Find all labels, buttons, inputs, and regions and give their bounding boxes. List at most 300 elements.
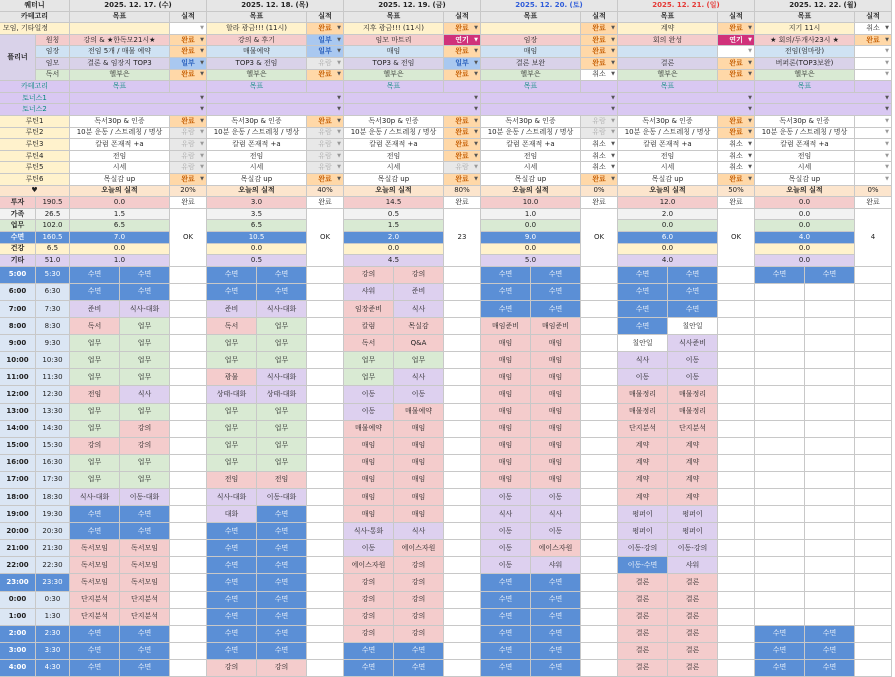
weather1-cell[interactable] xyxy=(755,93,892,105)
schedule-cell[interactable]: 수면 xyxy=(668,267,718,284)
dropdown-arrow-icon[interactable]: ▼ xyxy=(885,164,889,171)
schedule-cell[interactable]: 수면 xyxy=(207,267,257,284)
schedule-cell[interactable]: 샤워 xyxy=(531,557,581,574)
schedule-cell[interactable]: 수면 xyxy=(531,660,581,677)
result-chip[interactable]: 완료 ▼ xyxy=(170,35,207,47)
dropdown-arrow-icon[interactable]: ▼ xyxy=(611,106,615,113)
routine-chip[interactable]: 완료 ▼ xyxy=(444,116,481,128)
schedule-cell[interactable]: 업무 xyxy=(207,438,257,455)
goal-cell[interactable]: 헬부은 xyxy=(70,70,170,82)
dropdown-arrow-icon[interactable]: ▼ xyxy=(885,117,889,124)
schedule-cell[interactable]: 수면 xyxy=(257,643,307,660)
goal-cell[interactable]: 헬부은 xyxy=(618,70,718,82)
routine-chip[interactable]: 완료 ▼ xyxy=(307,116,344,128)
schedule-cell[interactable]: 수면 xyxy=(531,626,581,643)
schedule-cell[interactable]: 임장준비 xyxy=(344,301,394,318)
schedule-cell[interactable]: 수면 xyxy=(805,626,855,643)
schedule-cell[interactable]: 단지분석 xyxy=(70,592,120,609)
dropdown-arrow-icon[interactable]: ▼ xyxy=(748,94,752,101)
schedule-cell[interactable]: 수면 xyxy=(257,609,307,626)
schedule-cell[interactable]: 수면 xyxy=(120,626,170,643)
dropdown-arrow-icon[interactable]: ▼ xyxy=(885,152,889,159)
dropdown-arrow-icon[interactable]: ▼ xyxy=(337,140,341,147)
schedule-cell[interactable]: 수면 xyxy=(257,626,307,643)
schedule-cell[interactable]: 매임 xyxy=(481,335,531,352)
result-chip[interactable]: 연기 ▼ xyxy=(444,35,481,47)
schedule-cell[interactable]: 결론 xyxy=(618,660,668,677)
schedule-cell[interactable]: 결론 xyxy=(668,574,718,591)
weather1-cell[interactable] xyxy=(207,93,344,105)
schedule-cell[interactable]: 매임 xyxy=(481,352,531,369)
goal-cell[interactable]: 강의 & ★한독모21시★ xyxy=(70,35,170,47)
routine-chip[interactable]: 완료 ▼ xyxy=(444,174,481,186)
schedule-cell[interactable]: 수면 xyxy=(344,643,394,660)
dropdown-arrow-icon[interactable]: ▼ xyxy=(337,36,341,43)
result-chip[interactable] xyxy=(855,70,892,82)
schedule-cell[interactable]: 계약 xyxy=(668,455,718,472)
schedule-cell[interactable]: 준비 xyxy=(207,301,257,318)
schedule-cell[interactable]: 매임 xyxy=(394,421,444,438)
schedule-cell[interactable] xyxy=(755,455,805,472)
dropdown-arrow-icon[interactable]: ▼ xyxy=(474,48,478,55)
schedule-cell[interactable] xyxy=(805,574,855,591)
schedule-cell[interactable]: 대화 xyxy=(207,506,257,523)
routine-chip[interactable]: 유람 ▼ xyxy=(581,128,618,140)
routine-goal[interactable]: 독서30p & 인증 xyxy=(207,116,307,128)
schedule-cell[interactable]: 업무 xyxy=(120,455,170,472)
schedule-cell[interactable]: 식사-대화 xyxy=(70,489,120,506)
schedule-cell[interactable] xyxy=(755,301,805,318)
goal-cell[interactable]: 회의 완성 xyxy=(618,35,718,47)
schedule-cell[interactable]: 수면 xyxy=(344,660,394,677)
routine-chip[interactable] xyxy=(855,174,892,186)
routine-chip[interactable]: 유람 ▼ xyxy=(307,151,344,163)
schedule-cell[interactable]: 업무 xyxy=(207,352,257,369)
routine-chip[interactable] xyxy=(855,116,892,128)
goal-cell[interactable]: 헬부은 xyxy=(207,70,307,82)
dropdown-arrow-icon[interactable]: ▼ xyxy=(200,106,204,113)
routine-goal[interactable]: 시세 xyxy=(344,162,444,174)
schedule-cell[interactable]: 수면 xyxy=(120,267,170,284)
schedule-cell[interactable]: 이동 xyxy=(394,386,444,403)
schedule-cell[interactable]: 업무 xyxy=(120,472,170,489)
schedule-cell[interactable]: 업무 xyxy=(344,369,394,386)
schedule-cell[interactable]: 업무 xyxy=(70,472,120,489)
schedule-cell[interactable]: 업무 xyxy=(70,352,120,369)
dropdown-arrow-icon[interactable]: ▼ xyxy=(748,140,752,147)
dropdown-arrow-icon[interactable]: ▼ xyxy=(474,140,478,147)
schedule-cell[interactable]: 업무 xyxy=(257,455,307,472)
schedule-cell[interactable]: 목실감 xyxy=(394,318,444,335)
schedule-cell[interactable] xyxy=(755,284,805,301)
schedule-cell[interactable] xyxy=(805,455,855,472)
goal-cell[interactable]: 전임 5개 / 매물 예약 xyxy=(70,46,170,58)
schedule-cell[interactable] xyxy=(755,421,805,438)
schedule-cell[interactable]: 수면 xyxy=(120,523,170,540)
schedule-cell[interactable]: 업무 xyxy=(70,455,120,472)
schedule-cell[interactable]: 결론 xyxy=(668,660,718,677)
dropdown-arrow-icon[interactable]: ▼ xyxy=(200,164,204,171)
schedule-cell[interactable]: 매임 xyxy=(394,489,444,506)
schedule-cell[interactable]: 매임 xyxy=(481,421,531,438)
result-chip[interactable] xyxy=(170,23,207,35)
schedule-cell[interactable]: 식사-대화 xyxy=(257,369,307,386)
goal-cell[interactable]: 강의 & 후기 xyxy=(207,35,307,47)
goal-cell[interactable] xyxy=(70,23,170,35)
schedule-cell[interactable]: 이동 xyxy=(668,352,718,369)
schedule-cell[interactable]: 강의 xyxy=(344,574,394,591)
schedule-cell[interactable]: 매임 xyxy=(394,472,444,489)
schedule-cell[interactable]: 업무 xyxy=(344,352,394,369)
schedule-cell[interactable]: 매임 xyxy=(531,438,581,455)
schedule-cell[interactable]: 결론 xyxy=(618,574,668,591)
schedule-cell[interactable]: 강의 xyxy=(394,592,444,609)
goal-cell[interactable]: 매임 xyxy=(481,46,581,58)
dropdown-arrow-icon[interactable]: ▼ xyxy=(748,152,752,159)
schedule-cell[interactable]: 매임 xyxy=(481,369,531,386)
dropdown-arrow-icon[interactable]: ▼ xyxy=(337,129,341,136)
routine-goal[interactable]: 독서30p & 인증 xyxy=(344,116,444,128)
schedule-cell[interactable]: 수면 xyxy=(618,267,668,284)
routine-goal[interactable]: 10분 운동 / 스트레칭 / 명상 xyxy=(481,128,581,140)
schedule-cell[interactable]: 업무 xyxy=(120,369,170,386)
schedule-cell[interactable] xyxy=(805,404,855,421)
schedule-cell[interactable]: 수면 xyxy=(257,592,307,609)
schedule-cell[interactable]: 상태-대화 xyxy=(207,386,257,403)
schedule-cell[interactable] xyxy=(805,540,855,557)
schedule-cell[interactable]: 독서모임 xyxy=(70,574,120,591)
routine-chip[interactable]: 취소 ▼ xyxy=(581,162,618,174)
routine-chip[interactable]: 완료 ▼ xyxy=(718,174,755,186)
schedule-cell[interactable]: 강의 xyxy=(394,609,444,626)
schedule-cell[interactable]: 매임 xyxy=(394,506,444,523)
schedule-cell[interactable]: 수면 xyxy=(481,660,531,677)
schedule-cell[interactable]: 식사 xyxy=(531,506,581,523)
dropdown-arrow-icon[interactable]: ▼ xyxy=(200,152,204,159)
schedule-cell[interactable]: 매임 xyxy=(531,404,581,421)
schedule-cell[interactable]: 에이스자원 xyxy=(344,557,394,574)
schedule-cell[interactable]: 수면 xyxy=(70,523,120,540)
dropdown-arrow-icon[interactable]: ▼ xyxy=(611,48,615,55)
schedule-cell[interactable] xyxy=(755,438,805,455)
routine-goal[interactable]: 10분 운동 / 스트레칭 / 명상 xyxy=(207,128,307,140)
schedule-cell[interactable]: 강의 xyxy=(207,660,257,677)
schedule-cell[interactable]: 수면 xyxy=(618,284,668,301)
schedule-cell[interactable]: 매임 xyxy=(481,386,531,403)
dropdown-arrow-icon[interactable]: ▼ xyxy=(474,129,478,136)
schedule-cell[interactable]: 결론 xyxy=(668,626,718,643)
dropdown-arrow-icon[interactable]: ▼ xyxy=(611,117,615,124)
routine-chip[interactable]: 유람 ▼ xyxy=(170,139,207,151)
schedule-cell[interactable]: 매임 xyxy=(531,421,581,438)
schedule-cell[interactable]: 전임 xyxy=(207,472,257,489)
dropdown-arrow-icon[interactable]: ▼ xyxy=(885,59,889,66)
goal-cell[interactable]: 할라 광금!!! (11시) xyxy=(207,23,307,35)
schedule-cell[interactable]: 칠안일 xyxy=(668,318,718,335)
weather2-cell[interactable] xyxy=(481,104,618,116)
result-chip[interactable]: 유람 ▼ xyxy=(307,58,344,70)
schedule-cell[interactable]: 펑퍼이 xyxy=(618,523,668,540)
routine-chip[interactable]: 취소 ▼ xyxy=(718,151,755,163)
schedule-cell[interactable] xyxy=(805,284,855,301)
schedule-cell[interactable] xyxy=(805,421,855,438)
schedule-cell[interactable]: 수면 xyxy=(70,626,120,643)
routine-goal[interactable]: 목실감 up xyxy=(70,174,170,186)
schedule-cell[interactable]: 결론 xyxy=(668,592,718,609)
result-chip[interactable]: 완료 ▼ xyxy=(581,23,618,35)
goal-cell[interactable]: 헬부은 xyxy=(481,70,581,82)
schedule-cell[interactable]: 매임 xyxy=(344,506,394,523)
schedule-cell[interactable]: 강의 xyxy=(257,660,307,677)
schedule-cell[interactable]: 식사-대화 xyxy=(207,489,257,506)
schedule-cell[interactable]: 매임 xyxy=(344,455,394,472)
schedule-cell[interactable]: 펑퍼이 xyxy=(668,506,718,523)
weather2-cell[interactable] xyxy=(618,104,755,116)
dropdown-arrow-icon[interactable]: ▼ xyxy=(885,48,889,55)
schedule-cell[interactable]: 수면 xyxy=(120,506,170,523)
dropdown-arrow-icon[interactable]: ▼ xyxy=(200,129,204,136)
schedule-cell[interactable]: 단지분석 xyxy=(668,421,718,438)
dropdown-arrow-icon[interactable]: ▼ xyxy=(748,24,752,31)
schedule-cell[interactable]: 식사-대화 xyxy=(257,301,307,318)
dropdown-arrow-icon[interactable]: ▼ xyxy=(337,24,341,31)
schedule-cell[interactable]: 식사-통화 xyxy=(344,523,394,540)
schedule-cell[interactable] xyxy=(805,557,855,574)
schedule-cell[interactable] xyxy=(755,386,805,403)
weather2-cell[interactable] xyxy=(70,104,207,116)
schedule-cell[interactable] xyxy=(805,489,855,506)
schedule-cell[interactable]: 결론 xyxy=(618,643,668,660)
routine-goal[interactable]: 전임 xyxy=(755,151,855,163)
result-chip[interactable]: 완료 ▼ xyxy=(581,46,618,58)
routine-goal[interactable]: 10분 운동 / 스트레칭 / 명상 xyxy=(344,128,444,140)
schedule-cell[interactable]: 이동-수면 xyxy=(618,557,668,574)
dropdown-arrow-icon[interactable]: ▼ xyxy=(200,94,204,101)
schedule-cell[interactable]: 수면 xyxy=(207,284,257,301)
schedule-cell[interactable]: 강의 xyxy=(344,609,394,626)
schedule-cell[interactable] xyxy=(755,592,805,609)
schedule-cell[interactable]: 샤워 xyxy=(668,557,718,574)
schedule-cell[interactable]: 강의 xyxy=(120,438,170,455)
routine-goal[interactable]: 목실감 up xyxy=(207,174,307,186)
schedule-cell[interactable]: 이동 xyxy=(344,386,394,403)
schedule-cell[interactable]: 수면 xyxy=(618,318,668,335)
schedule-cell[interactable]: 식사 xyxy=(394,301,444,318)
schedule-cell[interactable]: Q&A xyxy=(394,335,444,352)
schedule-cell[interactable]: 수면 xyxy=(755,660,805,677)
schedule-cell[interactable]: 매임 xyxy=(531,335,581,352)
schedule-cell[interactable]: 수면 xyxy=(207,643,257,660)
schedule-cell[interactable] xyxy=(755,489,805,506)
schedule-cell[interactable]: 수면 xyxy=(207,626,257,643)
schedule-cell[interactable]: 업무 xyxy=(207,421,257,438)
schedule-cell[interactable]: 업무 xyxy=(257,404,307,421)
schedule-cell[interactable]: 업무 xyxy=(207,335,257,352)
schedule-cell[interactable]: 수면 xyxy=(481,609,531,626)
schedule-cell[interactable]: 강의 xyxy=(120,421,170,438)
schedule-cell[interactable]: 매임 xyxy=(344,489,394,506)
schedule-cell[interactable] xyxy=(805,352,855,369)
goal-cell[interactable]: 헬부은 xyxy=(344,70,444,82)
schedule-cell[interactable]: 강의 xyxy=(344,592,394,609)
schedule-cell[interactable]: 독서모임 xyxy=(70,557,120,574)
schedule-cell[interactable]: 단지분석 xyxy=(120,592,170,609)
routine-chip[interactable]: 완료 ▼ xyxy=(307,174,344,186)
schedule-cell[interactable] xyxy=(805,609,855,626)
schedule-cell[interactable]: 독서모임 xyxy=(70,540,120,557)
routine-goal[interactable]: 전임 xyxy=(344,151,444,163)
dropdown-arrow-icon[interactable]: ▼ xyxy=(337,175,341,182)
dropdown-arrow-icon[interactable]: ▼ xyxy=(337,106,341,113)
schedule-cell[interactable]: 업무 xyxy=(394,352,444,369)
schedule-cell[interactable]: 수면 xyxy=(618,301,668,318)
schedule-cell[interactable]: 전임 xyxy=(257,472,307,489)
result-chip[interactable] xyxy=(718,46,755,58)
schedule-cell[interactable]: 이동 xyxy=(531,523,581,540)
schedule-cell[interactable]: 식사 xyxy=(394,523,444,540)
dropdown-arrow-icon[interactable]: ▼ xyxy=(474,175,478,182)
goal-cell[interactable]: ★ 회의/두개사23시 ★ xyxy=(755,35,855,47)
schedule-cell[interactable]: 매임 xyxy=(394,438,444,455)
routine-chip[interactable]: 완료 ▼ xyxy=(444,151,481,163)
schedule-cell[interactable]: 수면 xyxy=(257,267,307,284)
schedule-cell[interactable]: 이동 xyxy=(531,489,581,506)
schedule-cell[interactable]: 매물정리 xyxy=(618,404,668,421)
schedule-cell[interactable]: 수면 xyxy=(257,574,307,591)
schedule-cell[interactable]: 매물예약 xyxy=(394,404,444,421)
routine-chip[interactable]: 유람 ▼ xyxy=(581,116,618,128)
schedule-cell[interactable] xyxy=(755,318,805,335)
schedule-cell[interactable]: 매임 xyxy=(344,438,394,455)
dropdown-arrow-icon[interactable]: ▼ xyxy=(474,59,478,66)
routine-chip[interactable]: 취소 ▼ xyxy=(581,139,618,151)
dropdown-arrow-icon[interactable]: ▼ xyxy=(337,94,341,101)
schedule-cell[interactable] xyxy=(755,335,805,352)
schedule-cell[interactable]: 업무 xyxy=(120,352,170,369)
schedule-cell[interactable]: 준비 xyxy=(70,301,120,318)
schedule-cell[interactable]: 계약 xyxy=(668,472,718,489)
routine-goal[interactable]: 칼럼 폰재적 +a xyxy=(755,139,855,151)
schedule-cell[interactable]: 수면 xyxy=(481,284,531,301)
dropdown-arrow-icon[interactable]: ▼ xyxy=(748,48,752,55)
routine-chip[interactable]: 완료 ▼ xyxy=(444,139,481,151)
schedule-cell[interactable]: 수면 xyxy=(257,540,307,557)
schedule-cell[interactable]: 업무 xyxy=(70,421,120,438)
schedule-cell[interactable]: 결론 xyxy=(618,609,668,626)
schedule-cell[interactable]: 업무 xyxy=(257,421,307,438)
goal-cell[interactable]: 결론 & 임장지 TOP3 xyxy=(70,58,170,70)
schedule-cell[interactable]: 업무 xyxy=(120,404,170,421)
schedule-cell[interactable]: 상태-대화 xyxy=(257,386,307,403)
schedule-cell[interactable]: 수면 xyxy=(70,506,120,523)
goal-cell[interactable]: 매임 xyxy=(344,46,444,58)
routine-chip[interactable]: 유람 ▼ xyxy=(307,162,344,174)
routine-chip[interactable]: 완료 ▼ xyxy=(170,174,207,186)
schedule-cell[interactable]: 업무 xyxy=(120,318,170,335)
schedule-cell[interactable]: 수면 xyxy=(481,301,531,318)
schedule-cell[interactable]: 이동-대화 xyxy=(257,489,307,506)
schedule-cell[interactable]: 수면 xyxy=(481,267,531,284)
schedule-cell[interactable]: 매임 xyxy=(481,455,531,472)
routine-chip[interactable]: 완료 ▼ xyxy=(581,174,618,186)
dropdown-arrow-icon[interactable]: ▼ xyxy=(748,59,752,66)
schedule-cell[interactable] xyxy=(805,472,855,489)
schedule-cell[interactable]: 강의 xyxy=(394,267,444,284)
schedule-cell[interactable]: 수면 xyxy=(70,660,120,677)
schedule-cell[interactable]: 매임 xyxy=(481,472,531,489)
schedule-cell[interactable]: 에이스자원 xyxy=(394,540,444,557)
schedule-cell[interactable]: 수면 xyxy=(207,540,257,557)
dropdown-arrow-icon[interactable]: ▼ xyxy=(611,36,615,43)
result-chip[interactable] xyxy=(855,46,892,58)
goal-cell[interactable]: 결론 보완 xyxy=(481,58,581,70)
schedule-cell[interactable]: 업무 xyxy=(257,318,307,335)
goal-cell[interactable]: 헬부은 xyxy=(755,70,855,82)
result-chip[interactable]: 완료 ▼ xyxy=(444,23,481,35)
routine-goal[interactable]: 전임 xyxy=(618,151,718,163)
schedule-cell[interactable]: 결론 xyxy=(618,626,668,643)
schedule-cell[interactable]: 수면 xyxy=(668,301,718,318)
dropdown-arrow-icon[interactable]: ▼ xyxy=(885,71,889,78)
dropdown-arrow-icon[interactable]: ▼ xyxy=(200,117,204,124)
schedule-cell[interactable]: 수면 xyxy=(755,626,805,643)
schedule-cell[interactable]: 계약 xyxy=(618,455,668,472)
schedule-cell[interactable]: 광물 xyxy=(207,369,257,386)
result-chip[interactable]: 일부 ▼ xyxy=(170,58,207,70)
routine-goal[interactable]: 목실감 up xyxy=(755,174,855,186)
schedule-cell[interactable]: 수면 xyxy=(531,284,581,301)
schedule-cell[interactable]: 강의 xyxy=(344,626,394,643)
schedule-cell[interactable]: 수면 xyxy=(531,574,581,591)
schedule-cell[interactable]: 이동-강의 xyxy=(618,540,668,557)
schedule-cell[interactable]: 계약 xyxy=(668,489,718,506)
schedule-cell[interactable]: 매임 xyxy=(481,404,531,421)
schedule-cell[interactable] xyxy=(805,335,855,352)
goal-cell[interactable]: 전임(엄마랑) xyxy=(755,46,855,58)
schedule-cell[interactable]: 매임 xyxy=(344,472,394,489)
schedule-cell[interactable]: 식사-대화 xyxy=(120,301,170,318)
schedule-cell[interactable] xyxy=(755,369,805,386)
schedule-cell[interactable]: 독서모임 xyxy=(120,557,170,574)
schedule-cell[interactable]: 수면 xyxy=(394,660,444,677)
dropdown-arrow-icon[interactable]: ▼ xyxy=(337,117,341,124)
routine-goal[interactable]: 전임 xyxy=(207,151,307,163)
routine-goal[interactable]: 시세 xyxy=(481,162,581,174)
goal-cell[interactable]: 지기 11시 xyxy=(755,23,855,35)
schedule-cell[interactable]: 식사 xyxy=(120,386,170,403)
schedule-cell[interactable] xyxy=(755,540,805,557)
routine-chip[interactable] xyxy=(855,151,892,163)
dropdown-arrow-icon[interactable]: ▼ xyxy=(611,140,615,147)
schedule-cell[interactable]: 결론 xyxy=(618,592,668,609)
dropdown-arrow-icon[interactable]: ▼ xyxy=(337,48,341,55)
schedule-cell[interactable]: 매임 xyxy=(531,369,581,386)
routine-goal[interactable]: 독서30p & 인증 xyxy=(70,116,170,128)
schedule-cell[interactable]: 칼럼 xyxy=(344,318,394,335)
weather1-cell[interactable] xyxy=(481,93,618,105)
schedule-cell[interactable]: 칠안일 xyxy=(618,335,668,352)
routine-chip[interactable]: 완료 ▼ xyxy=(444,128,481,140)
schedule-cell[interactable]: 펑퍼이 xyxy=(668,523,718,540)
routine-goal[interactable]: 칼럼 폰재적 +a xyxy=(207,139,307,151)
routine-goal[interactable]: 10분 운동 / 스트레칭 / 명상 xyxy=(755,128,855,140)
schedule-cell[interactable]: 이동 xyxy=(481,489,531,506)
dropdown-arrow-icon[interactable]: ▼ xyxy=(885,36,889,43)
schedule-cell[interactable] xyxy=(805,592,855,609)
schedule-cell[interactable]: 수면 xyxy=(755,643,805,660)
goal-cell[interactable] xyxy=(481,23,581,35)
schedule-cell[interactable]: 매임준비 xyxy=(481,318,531,335)
